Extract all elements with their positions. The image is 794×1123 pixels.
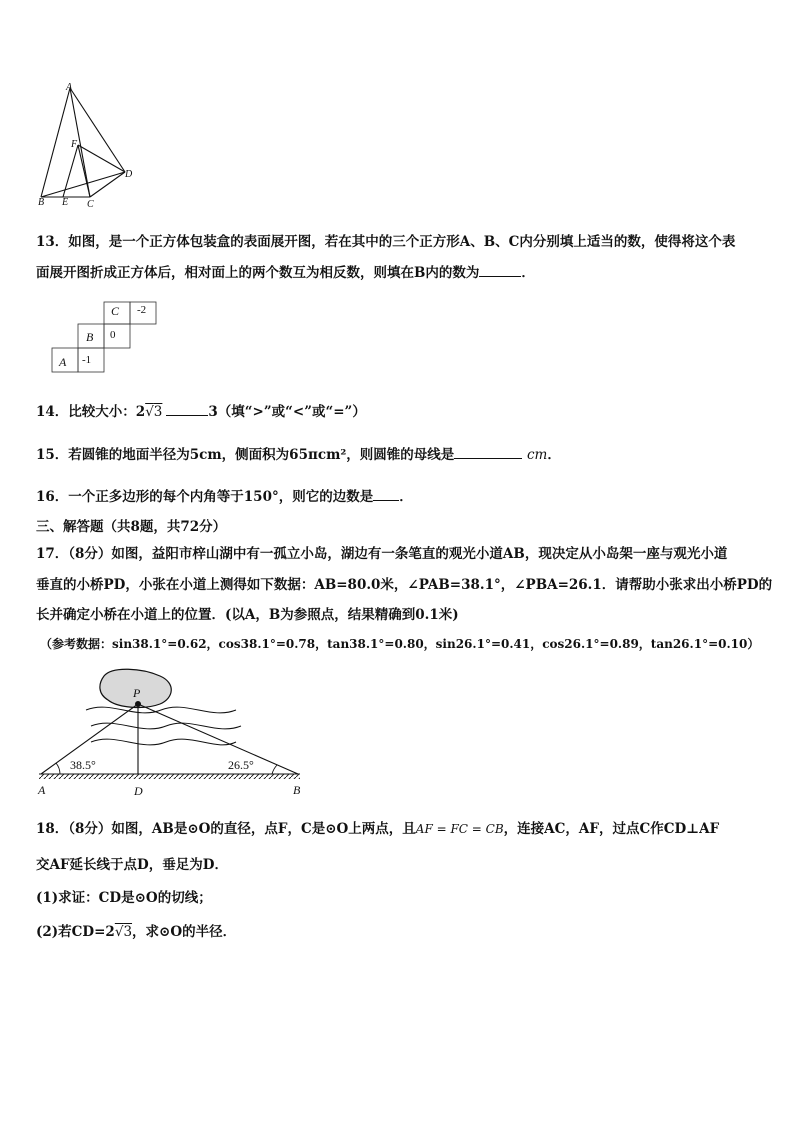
q13-end: ．: [521, 265, 535, 281]
point-c-label: C: [87, 199, 94, 210]
q14-sqrt: √3: [145, 404, 163, 420]
q16-text: 16．一个正多边形的每个内角等于150°，则它的边数是: [36, 489, 374, 505]
q13-line2-text: 面展开图折成正方体后，相对面上的两个数互为相反数，则填在B内的数为: [36, 265, 480, 281]
q18-line1-tail: ，连接AC，AF，过点C作CD⊥AF: [503, 821, 720, 837]
q18-line1-text: 18．（8分）如图，AB是⊙O的直径，点F，C是⊙O上两点，且: [36, 821, 416, 837]
q17-reference-data: （参考数据：sin38.1°=0.62，cos38.1°=0.78，tan38.1°=0.80，sin26.1°=0.41，cos26.1°=0.89，tan26.1°=0.10）: [40, 637, 760, 651]
net-b-value: 0: [110, 329, 116, 341]
q15: [36, 443, 561, 463]
net-b-label: B: [86, 330, 94, 344]
q15-end: ．: [547, 447, 561, 463]
q18-line2: 交AF延长线于点D，垂足为D．: [36, 857, 228, 873]
q13-line1: 13．如图，是一个正方体包装盒的表面展开图，若在其中的三个正方形A、B、C内分别填上适当的数，使得将这个表: [36, 234, 736, 250]
q18-arc-equation: AF = FC = CB: [415, 822, 504, 836]
q14-answer-blank: [166, 403, 208, 416]
q15-text: 15．若圆锥的地面半径为5cm，侧面积为65πcm²，则圆锥的母线是: [36, 447, 455, 463]
point-f-label: F: [71, 139, 78, 150]
point-p-label: P: [133, 686, 141, 700]
q14-post: （填“>”或“<”或“=”）: [217, 404, 366, 420]
q18-part2: [36, 920, 236, 940]
point-a17-label: A: [38, 783, 46, 797]
angle-b-label: 26.5°: [228, 758, 254, 772]
q18-part1: (1)求证：CD是⊙O的切线；: [36, 890, 212, 906]
net-a-label: A: [59, 355, 67, 369]
triangle-figure-q12: [30, 80, 150, 215]
angle-a-label: 38.5°: [70, 758, 96, 772]
point-b-label: B: [38, 197, 45, 208]
net-c-label: C: [111, 304, 120, 318]
q15-answer-blank: [454, 446, 522, 459]
section-heading: 三、解答题（共8题，共72分）: [36, 519, 227, 535]
point-a-label: A: [66, 82, 73, 93]
q18-line1: [36, 817, 719, 837]
point-e-label: E: [62, 197, 69, 208]
point-d17-label: D: [134, 784, 143, 798]
q16-answer-blank: [373, 488, 399, 501]
point-b17-label: B: [293, 783, 301, 797]
q18-sqrt: √3: [114, 924, 133, 940]
q18-part2-post: ，求⊙O的半径．: [132, 924, 237, 940]
q13-line2: [36, 261, 535, 281]
net-a-value: -1: [82, 354, 92, 366]
q17-line3: 长并确定小桥在小道上的位置．(以A，B为参照点，结果精确到0.1米): [36, 607, 459, 623]
q16: [36, 485, 413, 505]
q17-line1: 17．（8分）如图，益阳市梓山湖中有一孤立小岛，湖边有一条笔直的观光小道AB，现决定从小岛架一座与观光小道: [36, 546, 728, 562]
q16-end: ．: [399, 489, 413, 505]
q14-radicand: 3: [153, 404, 163, 420]
point-d-label: D: [125, 169, 133, 180]
net-c-value: -2: [137, 304, 147, 316]
q13-answer-blank: [479, 264, 521, 277]
q15-unit: cm: [526, 447, 548, 463]
q18-radicand: 3: [123, 924, 133, 940]
q14: [36, 400, 366, 420]
q14-suffix: 3: [208, 404, 218, 420]
q17-line2: 垂直的小桥PD，小张在小道上测得如下数据：AB=80.0米，∠PAB=38.1°，∠PBA=26.1．请帮助小张求出小桥PD的: [36, 577, 773, 593]
q14-pre: 14．比较大小：2: [36, 404, 146, 420]
q18-part2-pre: (2)若CD=2: [36, 924, 115, 940]
